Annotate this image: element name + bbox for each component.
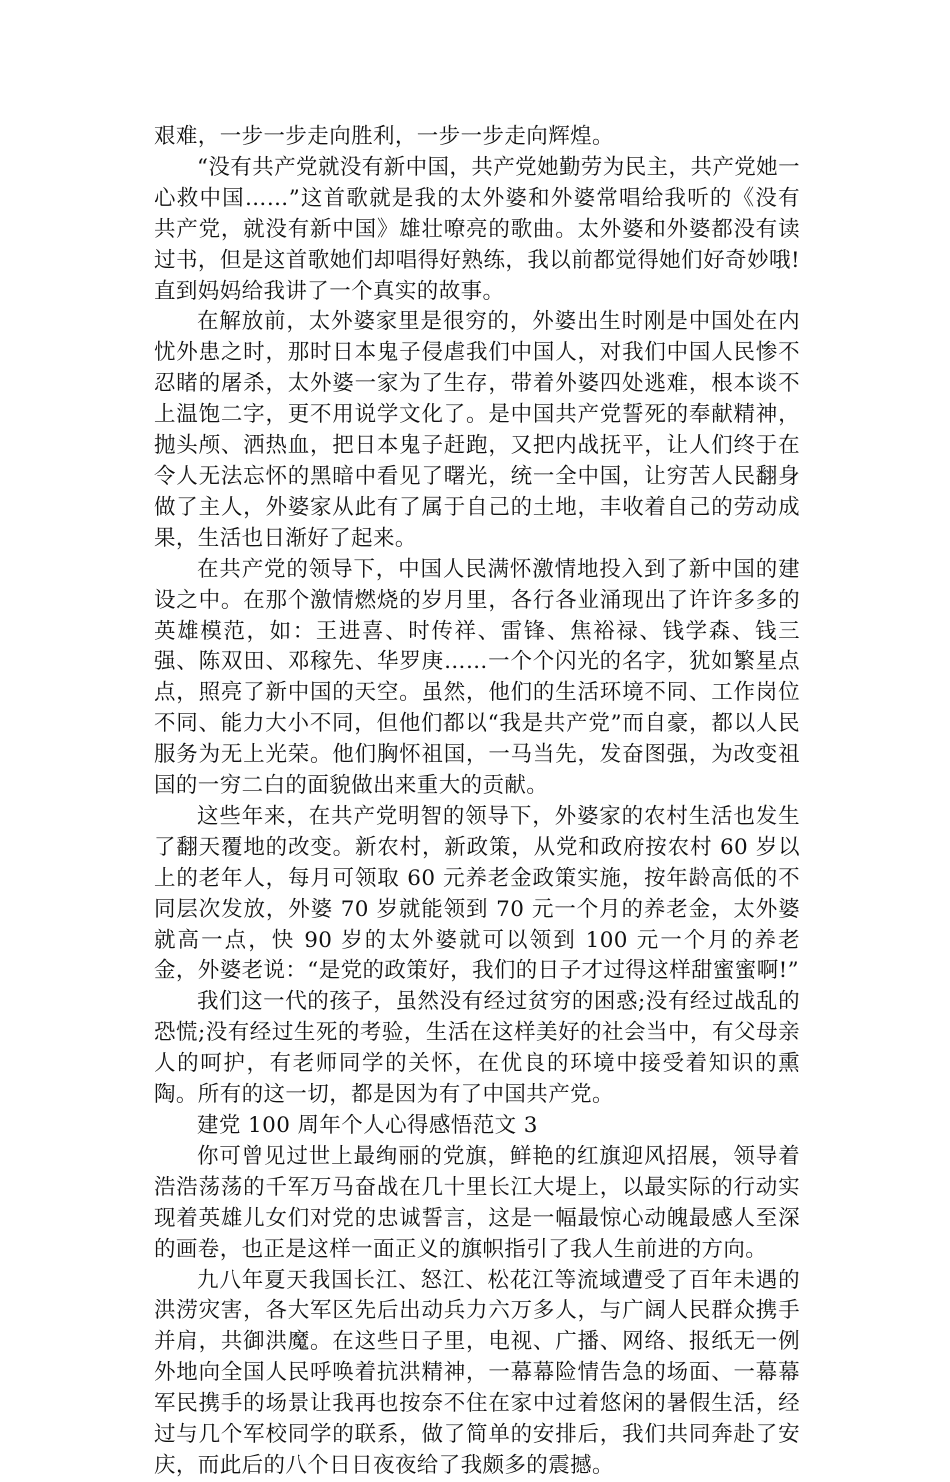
- paragraph-rural-changes: 这些年来，在共产党明智的领导下，外婆家的农村生活也发生了翻天覆地的改变。新农村，新政策，从党和政府按农村 60 岁以上的老年人，每月可领取 60 元养老金政策实施，按年龄高低的不同层次发放，外婆 70 岁就能领到 70 元一个月的养老金，太外婆就高一点，快 90 岁的太外婆就可以领到 100 元一个月的养老金，外婆老说：“是党的政策好，我们的日子才过得这样甜蜜蜜啊!”: [154, 803, 800, 984]
- paragraph-continuation: 艰难，一步一步走向胜利，一步一步走向辉煌。: [154, 124, 614, 149]
- paragraph-before-liberation: 在解放前，太外婆家里是很穷的，外婆出生时刚是中国处在内忧外患之时，那时日本鬼子侵虐我们中国人，对我们中国人民惨不忍睹的屠杀，太外婆一家为了生存，带着外婆四处逃难，根本谈不上温饱二字，更不用说学文化了。是中国共产党誓死的奉献精神，抛头颅、洒热血，把日本鬼子赶跑，又把内战抚平，让人们终于在令人无法忘怀的黑暗中看见了曙光，统一全中国，让穷苦人民翻身做了主人，外婆家从此有了属于自己的土地，丰收着自己的劳动成果，生活也日渐好了起来。: [154, 309, 800, 551]
- paragraph-new-china-heroes: 在共产党的领导下，中国人民满怀激情地投入到了新中国的建设之中。在那个激情燃烧的岁月里，各行各业涌现出了许许多多的英雄模范，如：王进喜、时传祥、雷锋、焦裕禄、钱学森、钱三强、陈双田、邓稼先、华罗庚……一个个闪光的名字，犹如繁星点点，照亮了新中国的天空。虽然，他们的生活环境不同、工作岗位不同、能力大小不同，但他们都以“我是共产党”而自豪，都以人民服务为无上光荣。他们胸怀祖国，一马当先，发奋图强，为改变祖国的一穷二白的面貌做出来重大的贡献。: [154, 556, 800, 799]
- document-body: [154, 122, 800, 1482]
- paragraph-party-flag: 你可曾见过世上最绚丽的党旗，鲜艳的红旗迎风招展，领导着浩浩荡荡的千军万马奋战在几十里长江大堤上，以最实际的行动实现着英雄儿女们对党的忠诚誓言，这是一幅最惊心动魄最感人至深的画卷，也正是这样一面正义的旗帜指引了我人生前进的方向。: [154, 1143, 800, 1262]
- paragraph-our-generation: 我们这一代的孩子，虽然没有经过贫穷的困惑;没有经过战乱的恐慌;没有经过生死的考验，生活在这样美好的社会当中，有父母亲人的呵护，有老师同学的关怀，在优良的环境中接受着知识的熏陶。所有的这一切，都是因为有了中国共产党。: [154, 989, 800, 1108]
- paragraph-flood-1998: 九八年夏天我国长江、怒江、松花江等流域遭受了百年未遇的洪涝灾害，各大军区先后出动兵力六万多人，与广阔人民群众携手并肩，共御洪魔。在这些日子里，电视、广播、网络、报纸无一例外地向全国人民呼唤着抗洪精神，一幕幕险情告急的场面、一幕幕军民携手的场景让我再也按奈不住在家中过着悠闲的暑假生活，经过与几个军校同学的联系，做了简单的安排后，我们共同奔赴了安庆，而此后的八个日日夜夜给了我颇多的震撼。: [154, 1267, 800, 1478]
- paragraph-song-intro: “没有共产党就没有新中国，共产党她勤劳为民主，共产党她一心救中国……”这首歌就是我的太外婆和外婆常唱给我听的《没有共产党，就没有新中国》雄壮嘹亮的歌曲。太外婆和外婆都没有读过书，但是这首歌她们却唱得好熟练，我以前都觉得她们好奇妙哦!直到妈妈给我讲了一个真实的故事。: [154, 154, 800, 304]
- section-heading: 建党 100 周年个人心得感悟范文 3: [197, 1113, 538, 1138]
